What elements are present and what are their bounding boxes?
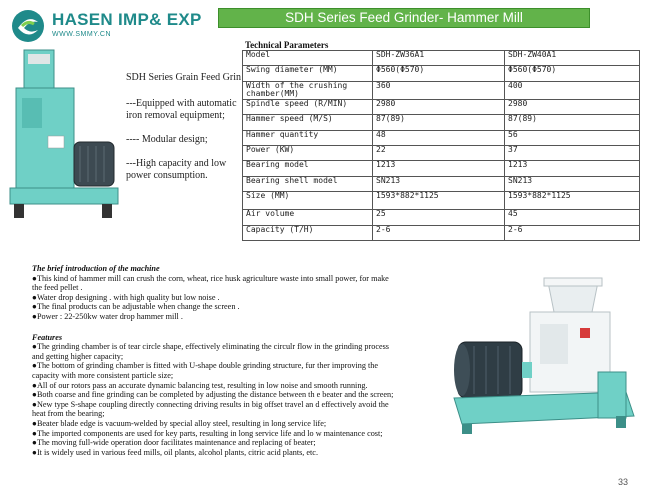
parameter-row	[243, 176, 640, 191]
parameter-value: 2980	[373, 99, 505, 114]
parameter-row	[243, 115, 640, 130]
parameter-row	[243, 99, 640, 114]
parameter-value: 56	[505, 130, 640, 145]
parameter-value: SDH-ZW40A1	[505, 51, 640, 66]
parameter-name: Air volume	[243, 210, 373, 225]
technical-parameters-table	[242, 50, 640, 241]
parameter-value: 48	[373, 130, 505, 145]
page-number: 33	[618, 477, 629, 487]
parameter-name: Capacity (T/H)	[243, 225, 373, 240]
feature-callout-item: iron removal equipment;	[126, 110, 225, 121]
parameter-value: SDH-ZW36A1	[373, 51, 505, 66]
parameter-value: 45	[505, 210, 640, 225]
company-logo	[10, 6, 210, 46]
description-text	[32, 264, 398, 457]
parameter-name: Size (MM)	[243, 192, 373, 210]
parameter-name: Hammer speed (M/S)	[243, 115, 373, 130]
logo-name: HASEN IMP& EXP	[52, 10, 202, 29]
parameter-value: 2-6	[505, 225, 640, 240]
parameter-value: SN213	[505, 176, 640, 191]
parameter-value: 1593*882*1125	[373, 192, 505, 210]
parameter-value: 87(89)	[505, 115, 640, 130]
feature-line: ●It is widely used in various feed mills, oil plants, alcohol plants, citric acid plants, etc.	[32, 447, 318, 457]
parameter-value: 22	[373, 145, 505, 160]
parameter-row	[243, 130, 640, 145]
parameter-value: 1213	[373, 161, 505, 176]
page-title-banner: SDH Series Feed Grinder- Hammer Mill	[218, 8, 590, 28]
feature-callout-item: ---- Modular design;	[126, 134, 208, 145]
parameter-value: 1213	[505, 161, 640, 176]
hammer-mill-photo-left	[6, 46, 126, 228]
parameter-name: Model	[243, 51, 373, 66]
parameter-value: 2-6	[373, 225, 505, 240]
feature-callout-item: ---High capacity and low	[126, 158, 227, 169]
parameter-value: Φ560(Φ570)	[505, 66, 640, 81]
parameter-name: Power (KW)	[243, 145, 373, 160]
feature-line: ●The bottom of grinding chamber is fitted with U-shape double grinding structure, fur ther improving the capacity with more consistent particle size;	[32, 361, 379, 380]
feature-callout	[126, 72, 241, 182]
parameter-row	[243, 192, 640, 210]
parameter-name: Bearing shell model	[243, 176, 373, 191]
features-heading: Features	[32, 332, 63, 342]
technical-parameters-title: Technical Parameters	[245, 40, 329, 50]
parameter-name: Swing diameter (MM)	[243, 66, 373, 81]
logo-swirl-icon	[10, 8, 46, 44]
feature-line: ●The moving full-wide operation door facilitates maintenance and replacing of beater;	[32, 438, 316, 448]
parameter-name: Spindle speed (R/MIN)	[243, 99, 373, 114]
feature-line: ●New type S-shape coupling directly connecting driving results in big offset travel an d effectively avoid the heat from the bearing;	[32, 399, 389, 419]
parameter-value: 400	[505, 81, 640, 99]
hammer-mill-photo-right	[448, 276, 640, 444]
parameter-row	[243, 145, 640, 160]
logo-url: WWW.SMMY.CN	[52, 31, 112, 38]
feature-callout-title: SDH Series Grain Feed Grin	[126, 72, 241, 83]
intro-line: ●Water drop designing . with high quality but low noise .	[32, 292, 220, 302]
parameter-value: SN213	[373, 176, 505, 191]
parameter-value: Φ560(Φ570)	[373, 66, 505, 81]
parameter-row	[243, 225, 640, 240]
feature-line: ●Beater blade edge is vacuum-welded by special alloy steel, resulting in long service life;	[32, 418, 327, 428]
parameter-row	[243, 210, 640, 225]
parameter-row	[243, 161, 640, 176]
feature-line: ●The imported components are used for key parts, resulting in long service life and lo w maintenance cost;	[32, 428, 383, 438]
parameter-row	[243, 51, 640, 66]
parameter-value: 360	[373, 81, 505, 99]
intro-line: ●The final products can be adjustable when change the screen .	[32, 302, 240, 312]
intro-line: ●This kind of hammer mill can crush the corn, wheat, rice husk agriculture waste into small power, for make the feed pellet .	[32, 273, 389, 293]
parameter-value: 25	[373, 210, 505, 225]
parameter-value: 37	[505, 145, 640, 160]
parameter-value: 87(89)	[373, 115, 505, 130]
feature-callout-item: ---Equipped with automatic	[126, 98, 237, 109]
parameter-row	[243, 81, 640, 99]
parameter-name: Hammer quantity	[243, 130, 373, 145]
feature-line: ●All of our rotors pass an accurate dynamic balancing test, resulting in low noise and smooth running.	[32, 380, 368, 390]
intro-line: ●Power : 22-250kw water drop hammer mill .	[32, 311, 183, 321]
parameter-row	[243, 66, 640, 81]
parameter-value: 2980	[505, 99, 640, 114]
feature-line: ●Both coarse and fine grinding can be completed by adjusting the distance between th e beater and the screen;	[32, 390, 394, 400]
parameter-name: Bearing model	[243, 161, 373, 176]
intro-heading: The brief introduction of the machine	[32, 264, 160, 273]
feature-line: ●The grinding chamber is of tear circle shape, effectively eliminating the circulr flow in the grinding process and getting higher capacity;	[32, 342, 389, 361]
parameter-value: 1593*882*1125	[505, 192, 640, 210]
feature-callout-item: power consumption.	[126, 170, 208, 181]
parameter-name: Width of the crushing chamber(MM)	[243, 81, 373, 99]
